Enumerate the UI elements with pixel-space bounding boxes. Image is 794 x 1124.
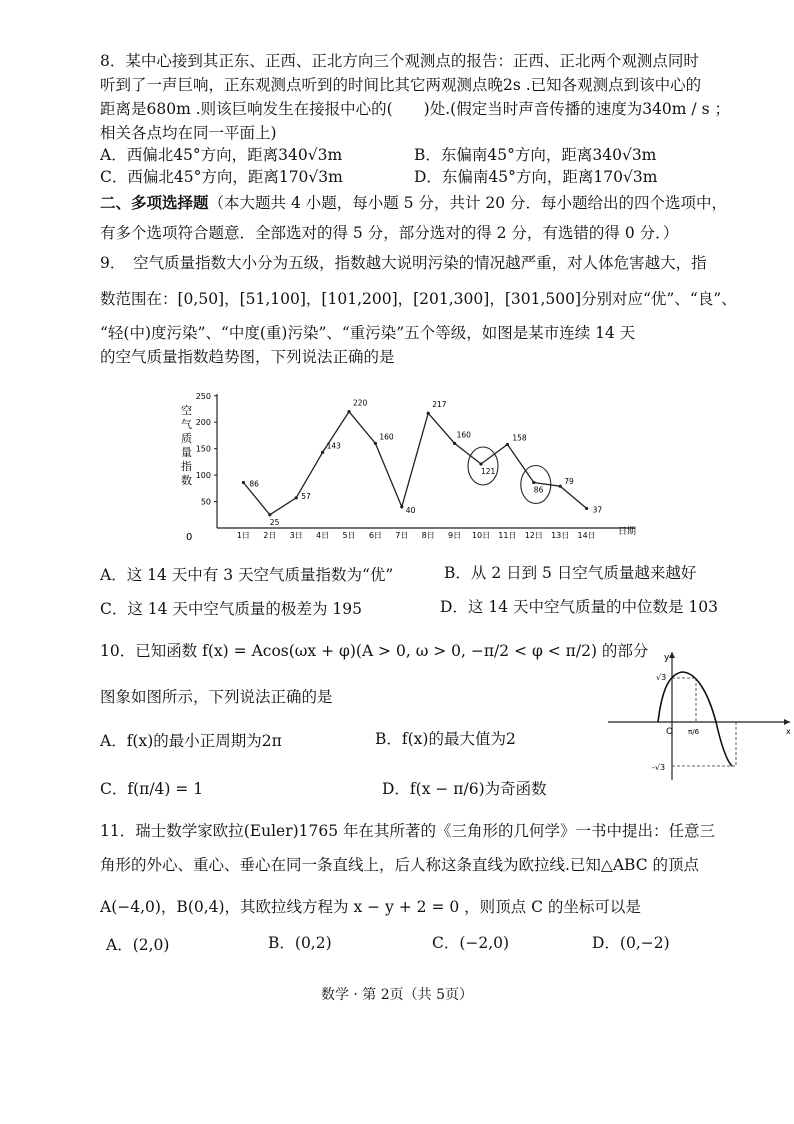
chart-point [427,412,430,415]
chart-x-tick-label: 6日 [368,531,382,540]
chart-point [268,513,271,516]
chart-point [295,496,298,499]
chart-y-axis-label-char: 质 [181,432,192,445]
chart-origin-label: 0 [186,532,193,543]
chart-y-axis-label-char: 气 [181,418,192,431]
chart-point [559,485,562,488]
chart-y-ticks [196,392,217,507]
chart-points [242,410,588,516]
chart-point [374,442,377,445]
q11-stem-line3: A(−4,0)，B(0,4)，其欧拉线方程为 x − y + 2 = 0 ，则顶点 C 的坐标可以是 [100,898,641,916]
chart-y-tick-label: 200 [195,418,211,428]
chart-x-tick-label: 1日 [236,531,250,540]
chart-data-label: 37 [592,505,603,515]
chart-x-tick-label: 13日 [551,531,570,540]
chart-x-tick-label: 9日 [448,531,462,540]
q9-stem-line1: 9． 空气质量指数大小分为五级，指数越大说明污染的情况越严重，对人体危害越大，指 [100,254,707,272]
chart-x-tick-label: 14日 [577,531,596,540]
q11-option-b: B．(0,2) [268,934,332,952]
q8-stem-line1: 8．某中心接到其正东、正西、正北方向三个观测点的报告：正西、正北两个观测点同时 [100,52,699,70]
q8-stem-line4: 相关各点均在同一平面上) [100,124,277,142]
chart-x-tick-label: 2日 [263,531,277,540]
chart-point [347,410,350,413]
q11-option-a: A．(2,0) [106,936,170,954]
chart-y-axis-label-char: 指 [181,460,192,473]
q11-stem-line1: 11．瑞士数学家欧拉(Euler)1765 年在其所著的《三角形的几何学》一书中提出：任意三 [100,822,716,840]
graph-pi-over-6-label: π/6 [688,728,700,736]
chart-y-axis-label-char: 数 [181,474,192,487]
q9-stem-line4: 的空气质量指数趋势图，下列说法正确的是 [100,348,395,366]
chart-point [506,443,509,446]
chart-series-polyline [243,412,586,515]
chart-point [242,481,245,484]
chart-data-label: 160 [379,432,394,442]
q9-stem-line3: “轻(中)度污染”、“中度(重)污染”、“重污染”五个等级，如图是某市连续 14 天 [100,324,636,342]
section2-desc1: （本大题共 4 小题，每小题 5 分，共计 20 分．每小题给出的四个选项中， [208,194,728,212]
chart-point [453,442,456,445]
q8-stem-line3: 距离是680m .则该巨响发生在接报中心的( )处.(假定当时声音传播的速度为340m / s ； [100,100,730,118]
chart-x-tick-label: 11日 [498,531,517,540]
chart-x-tick-label: 7日 [395,531,409,540]
chart-y-tick-label: 100 [195,471,211,481]
chart-y-tick-label: 50 [200,497,211,507]
graph-x-arrow-icon [784,719,790,725]
q11-option-d: D．(0,−2) [592,934,670,952]
chart-y-tick-label: 250 [195,392,211,401]
q10-option-a: A．f(x)的最小正周期为2π [100,732,282,750]
graph-y-arrow-icon [669,652,675,658]
chart-data-label: 57 [301,491,311,501]
chart-data-label: 143 [326,441,341,451]
chart-x-tick-label: 3日 [289,531,303,540]
q11-stem-line2: 角形的外心、重心、垂心在同一条直线上，后人称这条直线为欧拉线.已知△ABC 的顶点 [100,856,700,874]
q10-option-d: D．f(x − π/6)为奇函数 [382,780,547,798]
chart-data-label: 79 [564,477,574,487]
q11-option-c: C．(−2,0) [432,934,510,952]
chart-x-tick-label: 10日 [471,531,491,540]
chart-series-line [243,412,586,515]
chart-point [479,462,482,465]
q8-option-d: D．东偏南45°方向，距离170√3m [414,168,658,186]
chart-data-labels [249,399,602,527]
graph-y-label: y [664,653,670,663]
chart-point [532,481,535,484]
chart-x-tick-label: 12日 [524,531,543,540]
section2-header [100,192,727,214]
chart-y-axis-label [181,403,192,487]
q9-option-a: A．这 14 天中有 3 天空气质量指数为“优” [100,566,394,584]
section2-title: 二、多项选择题 [100,194,209,212]
chart-circle-mark [468,447,498,485]
q10-stem-line1: 10．已知函数 f(x) = Acos(ωx + φ)(A > 0, ω > 0, −π/2 < φ < π/2) 的部分 [100,642,649,660]
q8-option-a: A．西偏北45°方向，距离340√3m [100,146,343,164]
chart-point [400,505,403,508]
q10-stem-line2: 图象如图所示，下列说法正确的是 [100,688,333,706]
chart-data-label: 160 [456,430,471,440]
chart-data-label: 121 [481,466,496,476]
chart-data-label: 158 [512,433,527,443]
q8-stem-line2: 听到了一声巨响，正东观测点听到的时间比其它两观测点晚2s .已知各观测点到该中心的 [100,76,702,94]
q9-option-d: D．这 14 天中空气质量的中位数是 103 [440,598,719,616]
graph-cosine-curve [658,672,732,766]
chart-x-axis-label: 日期 [618,527,637,537]
chart-point [321,451,324,454]
chart-x-tick-label: 5日 [342,531,356,540]
chart-data-label: 220 [353,398,368,408]
chart-y-axis-label-char: 量 [181,446,192,459]
chart-data-label: 40 [405,505,416,515]
graph-neg-sqrt3-label: -√3 [652,763,666,772]
q8-option-c: C．西偏北45°方向，距离170√3m [100,168,343,186]
chart-data-label: 25 [269,517,280,527]
q10-option-c: C．f(π/4) = 1 [100,780,204,798]
cosine-graph [600,648,794,784]
graph-x-label: x [786,727,791,736]
q10-option-b: B．f(x)的最大值为2 [375,730,516,748]
q9-option-c: C．这 14 天中空气质量的极差为 195 [100,600,362,618]
chart-y-axis-label-char: 空 [181,404,192,417]
chart-y-tick-label: 150 [195,444,211,454]
chart-data-label: 217 [432,400,447,410]
chart-x-tick-label: 8日 [421,531,435,540]
aqi-trend-chart [175,392,645,550]
chart-data-label: 86 [249,479,259,489]
chart-data-label: 86 [533,485,544,495]
page-footer: 数学 · 第 2页（共 5页） [320,987,474,1003]
q9-option-b: B．从 2 日到 5 日空气质量越来越好 [444,564,697,582]
q8-option-b: B．东偏南45°方向，距离340√3m [414,146,657,164]
section2-desc2: 有多个选项符合题意．全部选对的得 5 分，部分选对的得 2 分，有选错的得 0 分．） [100,224,679,242]
graph-sqrt3-label: √3 [656,673,667,682]
graph-origin-label: O [666,727,674,737]
chart-point [585,507,588,510]
chart-x-ticks [237,531,596,540]
q9-stem-line2: 数范围在：[0,50]，[51,100]，[101,200]，[201,300]，[301,500]分别对应“优”、“良”、 [100,290,737,308]
chart-x-tick-label: 4日 [316,531,330,540]
